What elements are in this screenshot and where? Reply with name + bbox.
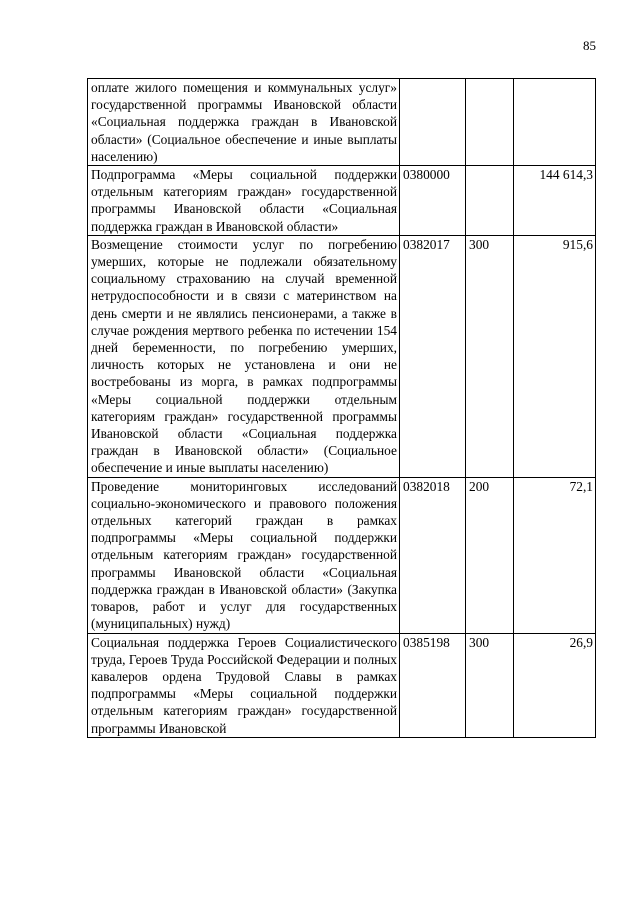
row-type	[466, 79, 514, 166]
row-type: 300	[466, 633, 514, 737]
row-sum: 26,9	[514, 633, 596, 737]
row-sum: 144 614,3	[514, 166, 596, 236]
row-type: 200	[466, 477, 514, 633]
page-number: 85	[583, 38, 596, 53]
row-code	[400, 79, 466, 166]
row-sum: 915,6	[514, 235, 596, 477]
table-row	[88, 235, 596, 477]
row-sum: 72,1	[514, 477, 596, 633]
table-row	[88, 633, 596, 737]
budget-table	[87, 78, 596, 738]
row-type: 300	[466, 235, 514, 477]
table-row	[88, 79, 596, 166]
row-name: Возмещение стоимости услуг по погребению умерших, которые не подлежали обязательному социальному страхованию на случай временной нетрудоспособности и в связи с материнством на день смерти и не являлись пенсионерами, а также в случае рождения мертвого ребенка по истечении 154 дней беременности, по погребению умерших, личность которых не установлена и они не востребованы из морга, в рамках подпрограммы «Меры социальной поддержки отдельным категориям граждан» государственной программы Ивановской области «Социальная поддержка граждан в Ивановской области» (Социальное обеспечение и иные выплаты населению)	[88, 235, 400, 477]
row-name: оплате жилого помещения и коммунальных услуг» государственной программы Ивановской области «Социальная поддержка граждан в Ивановской области» (Социальное обеспечение и иные выплаты населению)	[88, 79, 400, 166]
row-code: 0380000	[400, 166, 466, 236]
row-name: Проведение мониторинговых исследований социально-экономического и правового положения отдельных категорий граждан в рамках подпрограммы «Меры социальной поддержки отдельным категориям граждан» государственной программы Ивановской области «Социальная поддержка граждан в Ивановской области» (Закупка товаров, работ и услуг для государственных (муниципальных) нужд)	[88, 477, 400, 633]
row-sum	[514, 79, 596, 166]
table-row	[88, 166, 596, 236]
row-type	[466, 166, 514, 236]
row-code: 0382017	[400, 235, 466, 477]
row-name: Социальная поддержка Героев Социалистического труда, Героев Труда Российской Федерации и полных кавалеров ордена Трудовой Славы в рамках подпрограммы «Меры социальной поддержки отдельным категориям граждан» государственной программы Ивановской	[88, 633, 400, 737]
table-row	[88, 477, 596, 633]
row-name: Подпрограмма «Меры социальной поддержки отдельным категориям граждан» государственной программы Ивановской области «Социальная поддержка граждан в Ивановской области»	[88, 166, 400, 236]
row-code: 0385198	[400, 633, 466, 737]
row-code: 0382018	[400, 477, 466, 633]
